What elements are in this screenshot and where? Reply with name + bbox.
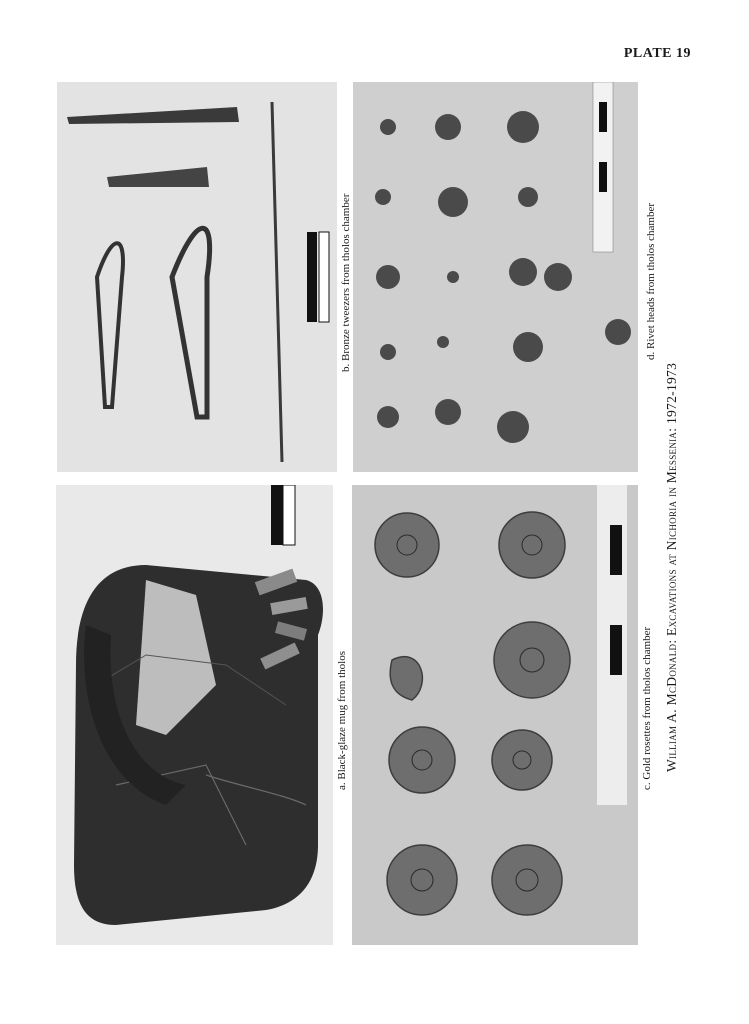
photo-black-glaze-mug (56, 485, 333, 945)
caption-c: c. Gold rosettes from tholos chamber (641, 626, 653, 790)
caption-d: d. Rivet heads from tholos chamber (645, 202, 657, 360)
photo-gold-rosettes (352, 485, 638, 945)
photo-rivet-heads (353, 82, 638, 472)
caption-a: a. Black-glaze mug from tholos (336, 651, 348, 790)
caption-b: b. Bronze tweezers from tholos chamber (340, 193, 352, 372)
plate-number: PLATE 19 (623, 46, 691, 61)
running-footer: William A. McDonald: Excavations at Nichoria in Messenia: 1972-1973 (664, 362, 679, 772)
photo-bronze-tweezers (57, 82, 337, 472)
